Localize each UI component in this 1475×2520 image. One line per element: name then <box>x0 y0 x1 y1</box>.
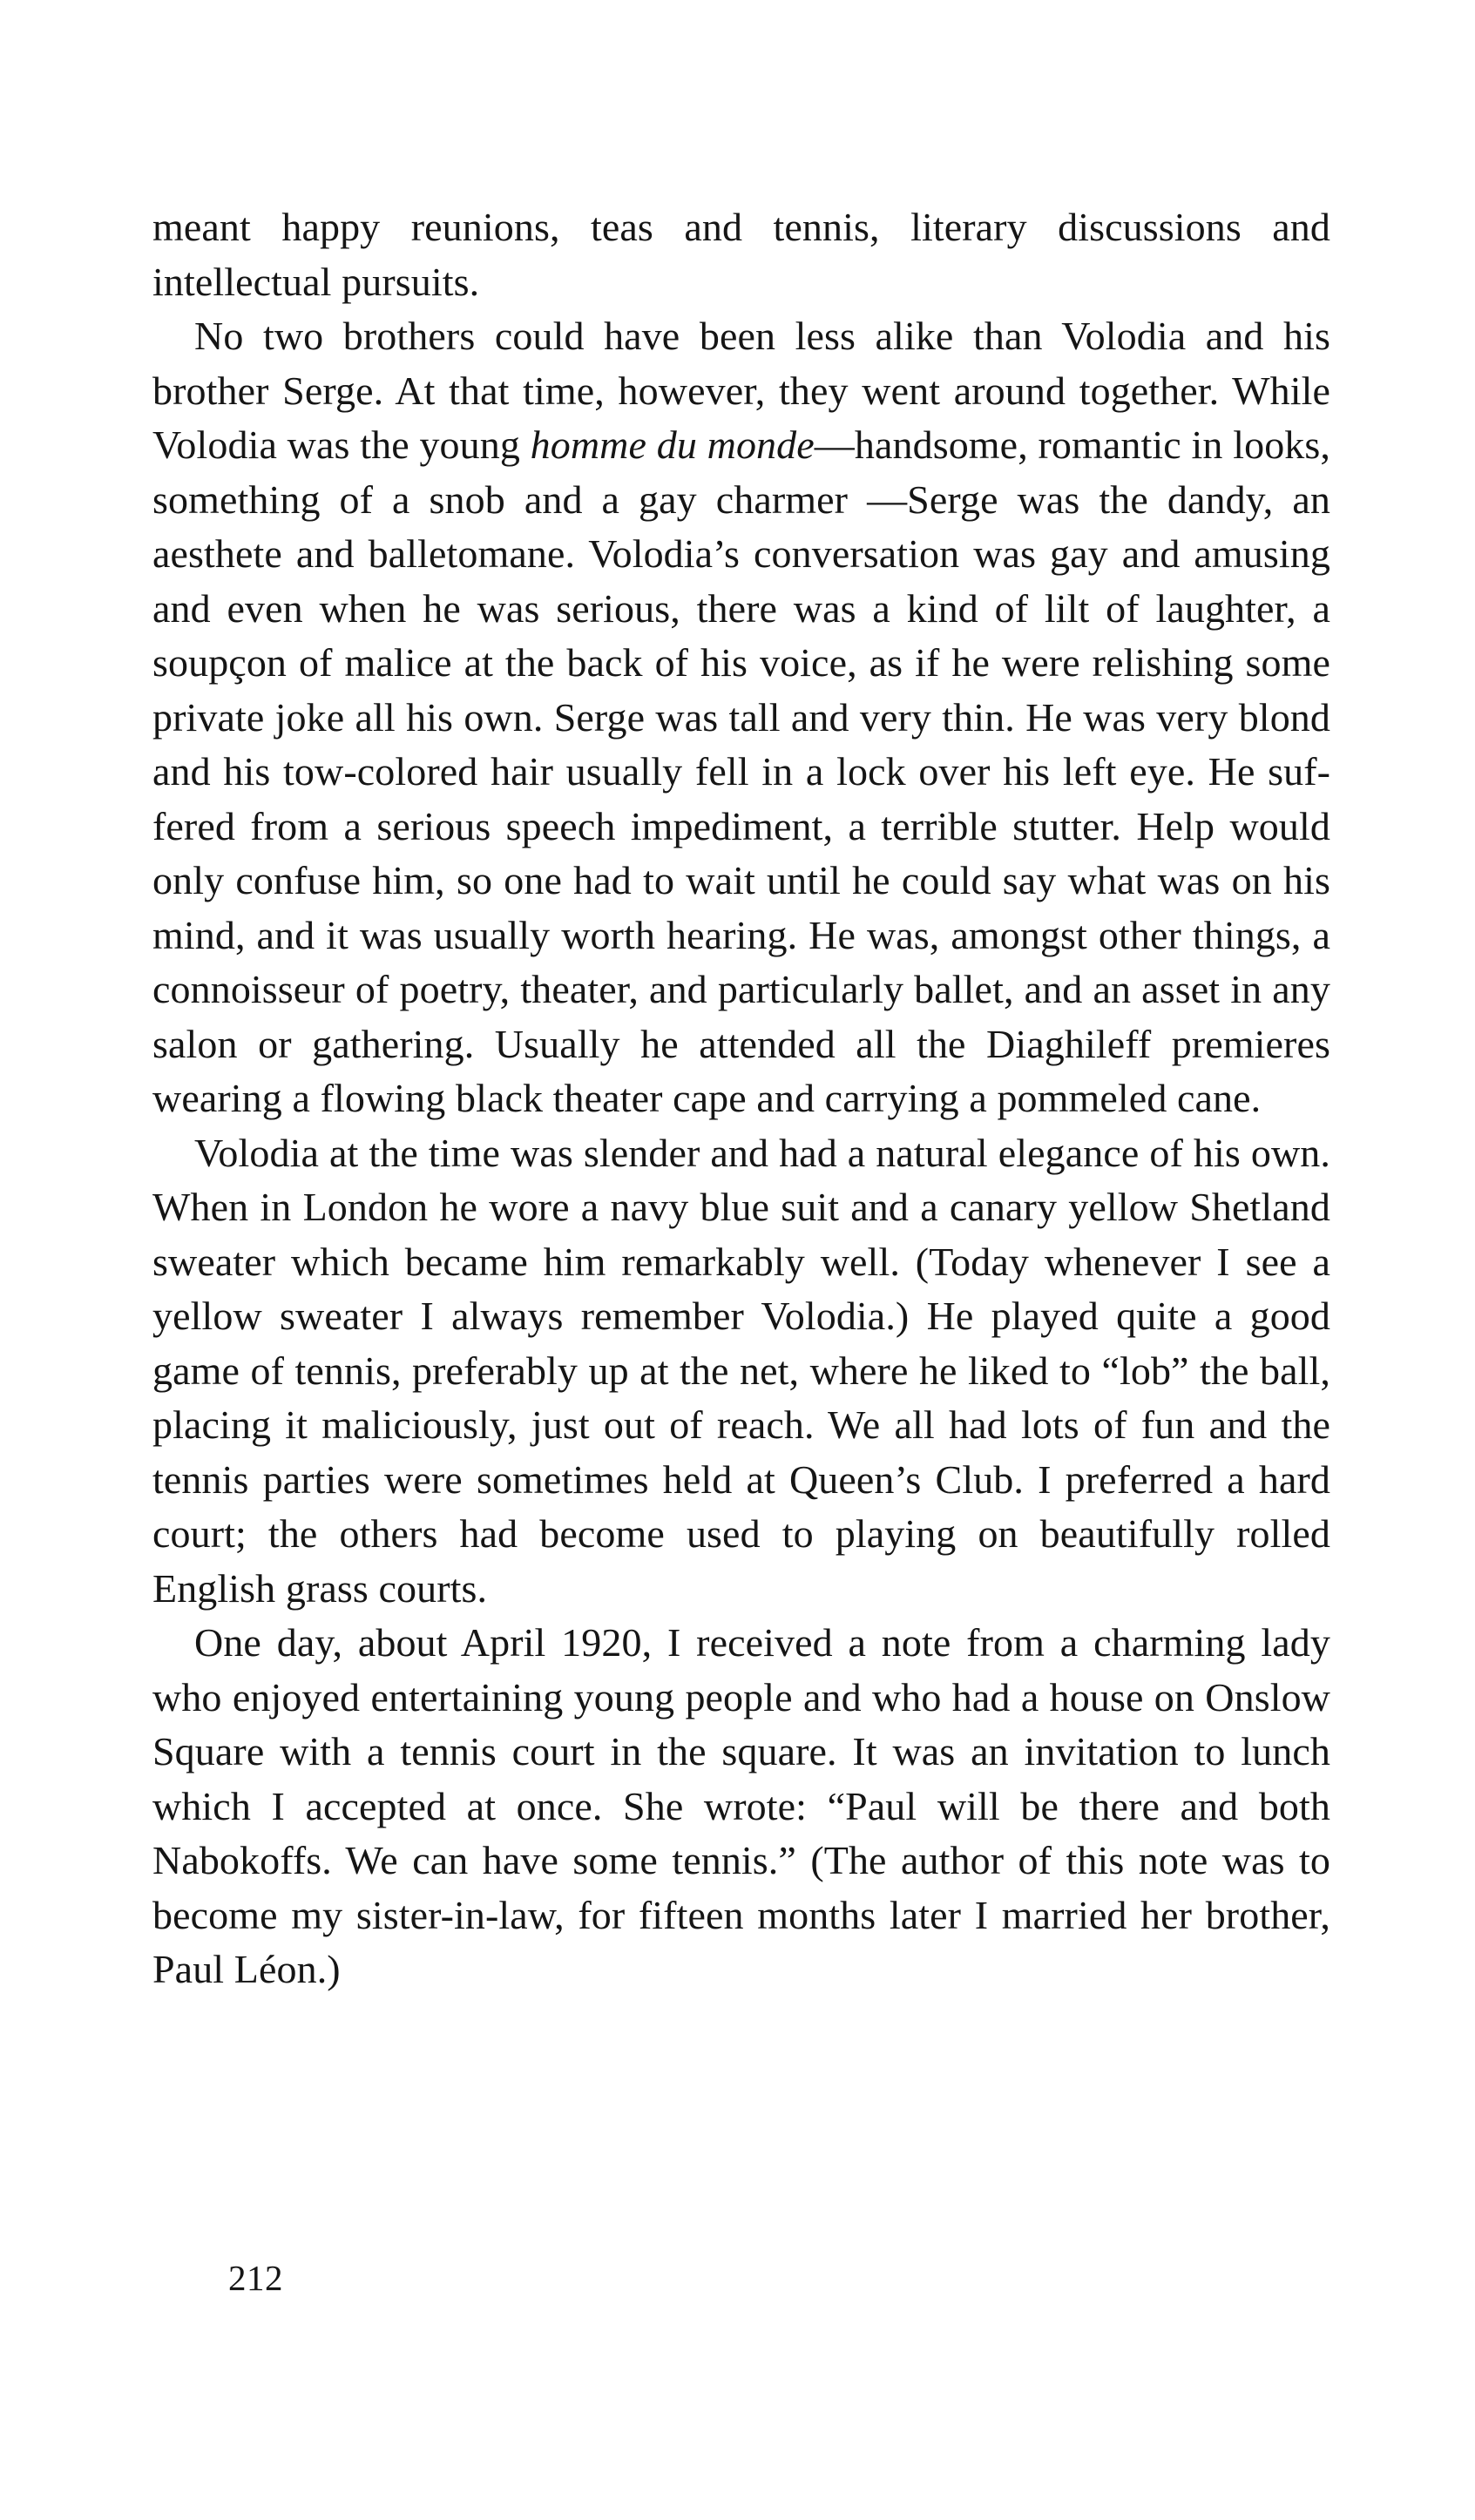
paragraph-2-text-b: —handsome, romantic in looks, something of a snob and a gay charmer —Serge was the dandy, an aesthete and balletomane. Volodia’s conversation was gay and amusing and even when he was serious, there was a kind of lilt of laughter, a soupçon of malice at the back of his voice, as if he were relishing some private joke all his own. Serge was tall and very thin. He was very blond and his tow-colored hair usually fell in a lock over his left eye. He suffered from a serious speech impediment, a terrible stutter. Help would only confuse him, so one had to wait until he could say what was on his mind, and it was usually worth hearing. He was, amongst other things, a connoisseur of poetry, theater, and particularly ballet, and an asset in any salon or gathering. Usually he attended all the Diaghileff premieres wearing a flowing black theater cape and carrying a pommeled cane. <box>152 422 1330 1120</box>
paragraph-3 <box>152 1126 1330 1617</box>
paragraph-4 <box>152 1616 1330 1997</box>
paragraph-2-text-a: No two brothers could have been less alike than Volodia and his brother Serge. At that time, however, they went around together. While Volodia was the young <box>152 314 1330 467</box>
page-number: 212 <box>228 2258 283 2298</box>
paragraph-4-text: One day, about April 1920, I received a note from a charming lady who enjoyed entertaining young people and who had a house on Onslow Square with a tennis court in the square. It was an invitation to lunch which I accepted at once. She wrote: “Paul will be there and both Nabokoffs. We can have some tennis.” (The author of this note was to become my sister-in-law, for fifteen months later I married her brother, Paul Léon.) <box>152 1620 1330 1991</box>
paragraph-2 <box>152 309 1330 1126</box>
paragraph-3-text: Volodia at the time was slender and had a natural elegance of his own. When in London he wore a navy blue suit and a canary yellow Shetland sweater which became him remarkably well. (Today whenever I see a yellow sweater I always remember Volodia.) He played quite a good game of tennis, preferably up at the net, where he liked to “lob” the ball, placing it maliciously, just out of reach. We all had lots of fun and the tennis parties were sometimes held at Queen’s Club. I preferred a hard court; the others had become used to playing on beautifully rolled English grass courts. <box>152 1130 1330 1611</box>
page-body <box>152 200 1330 1997</box>
paragraph-2-italic-phrase: homme du monde <box>530 422 815 467</box>
paragraph-1 <box>152 200 1330 309</box>
paragraph-1-text: meant happy reunions, teas and tennis, literary discussions and intellectual pursuits. <box>152 205 1330 304</box>
